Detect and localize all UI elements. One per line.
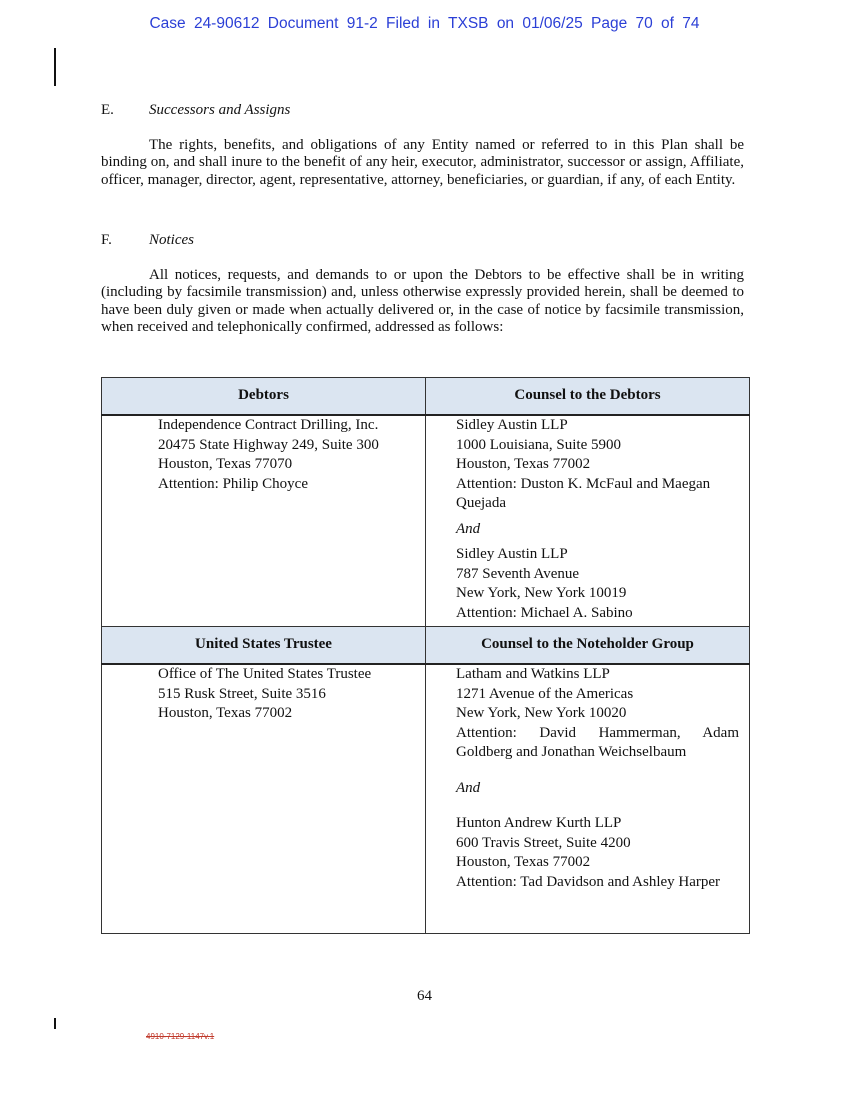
section-e-title: Successors and Assigns [149, 102, 291, 118]
section-e-heading [101, 102, 290, 119]
header-debtors: Debtors [102, 378, 426, 416]
address-line: 1271 Avenue of the Americas [456, 685, 634, 702]
and-connector: And [456, 779, 481, 796]
address-line: Hunton Andrew Kurth LLP [456, 815, 622, 831]
address-line: 20475 State Highway 249, Suite 300 [158, 436, 379, 453]
change-bar-bottom [54, 1018, 56, 1029]
address-line: 787 Seventh Avenue [456, 565, 580, 582]
header-counsel-noteholder: Counsel to the Noteholder Group [426, 627, 750, 665]
address-line: Houston, Texas 77002 [456, 456, 591, 472]
document-id: 4910-7129-1147v.1 [146, 1032, 215, 1041]
page-number: 64 [417, 988, 432, 1004]
address-line: Attention: Philip Choyce [158, 475, 308, 492]
section-e-body: The rights, benefits, and obligations of any Entity named or referred to in this Plan shall be binding on, and shall inure to the benefit of any heir, executor, administrator, successor or assign, Affiliate, officer, manager, director, agent, representative, attorney, beneficiaries, or guardian, if any, of each Entity. [101, 137, 744, 188]
us-trustee-address [102, 664, 426, 934]
case-header: Case 24-90612 Document 91-2 Filed in TXSB on 01/06/25 Page 70 of 74 [149, 15, 700, 32]
address-line: Latham and Watkins LLP [456, 666, 610, 682]
address-line: New York, New York 10019 [456, 585, 627, 601]
address-line: Independence Contract Drilling, Inc. [158, 417, 379, 433]
and-connector: And [456, 520, 481, 537]
address-line: 515 Rusk Street, Suite 3516 [158, 685, 326, 702]
address-line: New York, New York 10020 [456, 705, 627, 721]
counsel-debtors-address [426, 415, 750, 627]
address-line: Houston, Texas 77002 [456, 854, 591, 870]
counsel-noteholder-address [426, 664, 750, 934]
address-line: Houston, Texas 77002 [158, 705, 293, 721]
section-f-body: All notices, requests, and demands to or upon the Debtors to be effective shall be in writing (including by facsimile transmission) and, unless otherwise expressly provided herein, shall be deemed to have been duly given or made when actually delivered or, in the case of notice by facsimile transmission, when received and telephonically confirmed, addressed as follows: [101, 267, 744, 335]
section-f-number: F. [101, 232, 112, 248]
header-counsel-debtors: Counsel to the Debtors [426, 378, 750, 416]
section-f-heading [101, 232, 194, 249]
address-line: Sidley Austin LLP [456, 417, 568, 433]
address-line: Office of The United States Trustee [158, 666, 372, 682]
notice-address-table [101, 377, 750, 934]
change-bar-top [54, 48, 56, 86]
address-line: 600 Travis Street, Suite 4200 [456, 834, 631, 851]
debtors-address [102, 415, 426, 627]
address-line: Attention: Duston K. McFaul and Maegan Quejada [456, 475, 711, 511]
address-line: Houston, Texas 77070 [158, 456, 293, 472]
section-e-number: E. [101, 102, 114, 118]
address-line: Attention: Tad Davidson and Ashley Harper [456, 873, 721, 890]
address-line: Sidley Austin LLP [456, 546, 568, 562]
section-f-title: Notices [149, 232, 194, 248]
header-us-trustee: United States Trustee [102, 627, 426, 665]
address-line: Attention: Michael A. Sabino [456, 604, 633, 621]
address-line: Attention: David Hammerman, Adam Goldberg and Jonathan Weichselbaum [456, 724, 739, 760]
address-line: 1000 Louisiana, Suite 5900 [456, 436, 621, 453]
